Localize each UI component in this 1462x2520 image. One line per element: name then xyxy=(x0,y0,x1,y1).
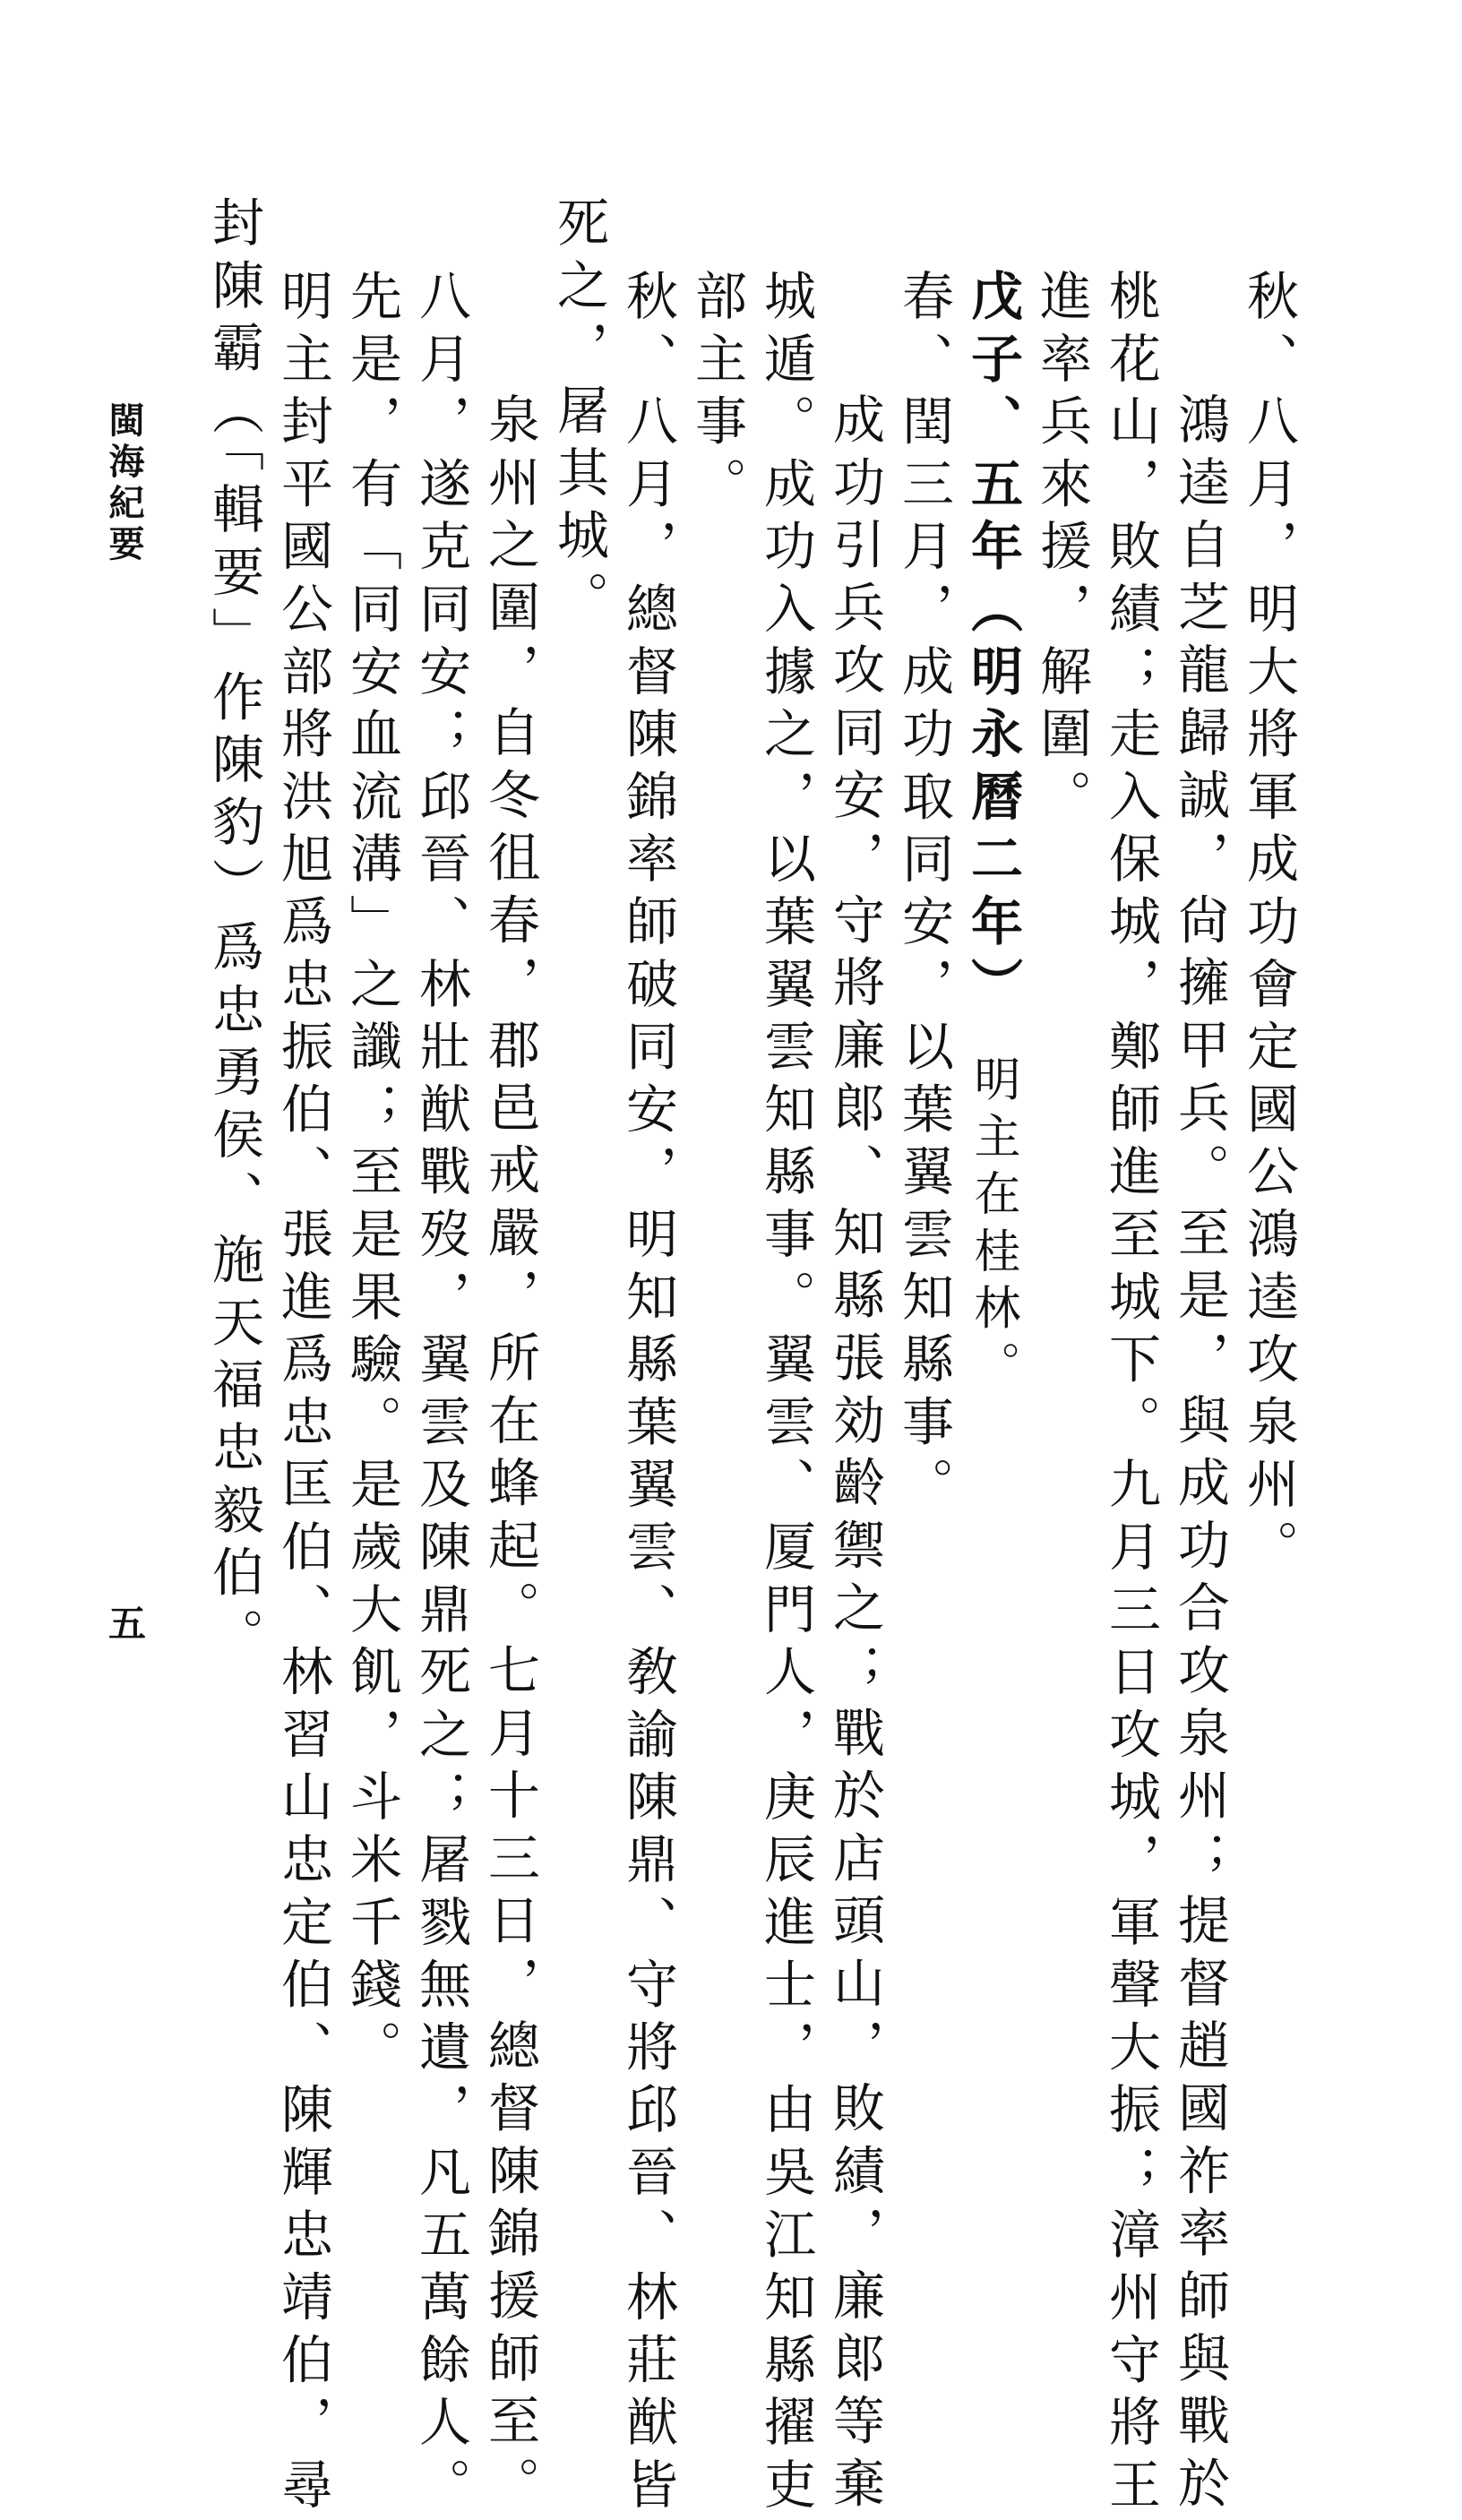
year-heading-ming-era: （明永曆二年） xyxy=(962,581,1023,1019)
text-column-6: 春、閏三月，成功取同安，以葉翼雲知縣事。 xyxy=(893,269,954,1519)
text-column-11: 死之，屠其城。 xyxy=(548,195,609,633)
text-column-9: 部主事。 xyxy=(686,269,747,520)
text-column-1: 秋、八月，明大將軍成功會定國公鴻逵攻泉州。 xyxy=(1238,269,1299,1582)
year-heading-column xyxy=(962,269,1023,1398)
running-head: 閩海紀要 xyxy=(103,401,145,566)
text-column-3: 桃花山，敗績；走入保城，鄭師進至城下。九月三日攻城，軍聲大振；漳州守將王 xyxy=(1100,269,1161,2520)
text-column-8: 城遁。成功入據之，以葉翼雲知縣事。翼雲、厦門人，庚辰進士，由吳江知縣擢吏 xyxy=(755,269,816,2520)
text-column-15: 明主封平國公部將洪旭爲忠振伯、張進爲忠匡伯、林習山忠定伯、陳輝忠靖伯，尋 xyxy=(272,269,333,2520)
text-column-2: 鴻逵自芝龍歸誠，尙擁甲兵。至是，與成功合攻泉州；提督趙國祚率師與戰於 xyxy=(1169,392,1230,2519)
text-column-12: 泉州之圍，自冬徂春，郡邑戒嚴，所在蜂起。七月十三日，總督陳錦援師至。 xyxy=(479,392,540,2519)
text-column-14: 先是，有「同安血流溝」之讖；至是果驗。是歲大飢，斗米千錢。 xyxy=(341,269,402,2083)
year-heading: 戊子、五年 xyxy=(962,269,1023,581)
text-column-10: 秋、八月，總督陳錦率師破同安，明知縣葉翼雲、敎諭陳鼎、守將邱晉、林莊猷皆 xyxy=(617,269,678,2520)
text-column-13: 八月，遂克同安；邱晉、林壯猷戰歿，翼雲及陳鼎死之；屠戮無遺，凡五萬餘人。 xyxy=(410,269,471,2520)
text-column-4: 進率兵來援，解圍。 xyxy=(1031,269,1092,832)
year-heading-note: 明主在桂林。 xyxy=(966,1054,1019,1398)
text-column-7: 成功引兵攻同安，守將廉郞、知縣張効齡禦之；戰於店頭山，敗績，廉郞等棄 xyxy=(824,392,885,2519)
page-number: 五 xyxy=(103,1604,147,1641)
text-column-16: 封陳霸（「輯要」作陳豹）爲忠勇侯、施天福忠毅伯。 xyxy=(203,195,264,1671)
